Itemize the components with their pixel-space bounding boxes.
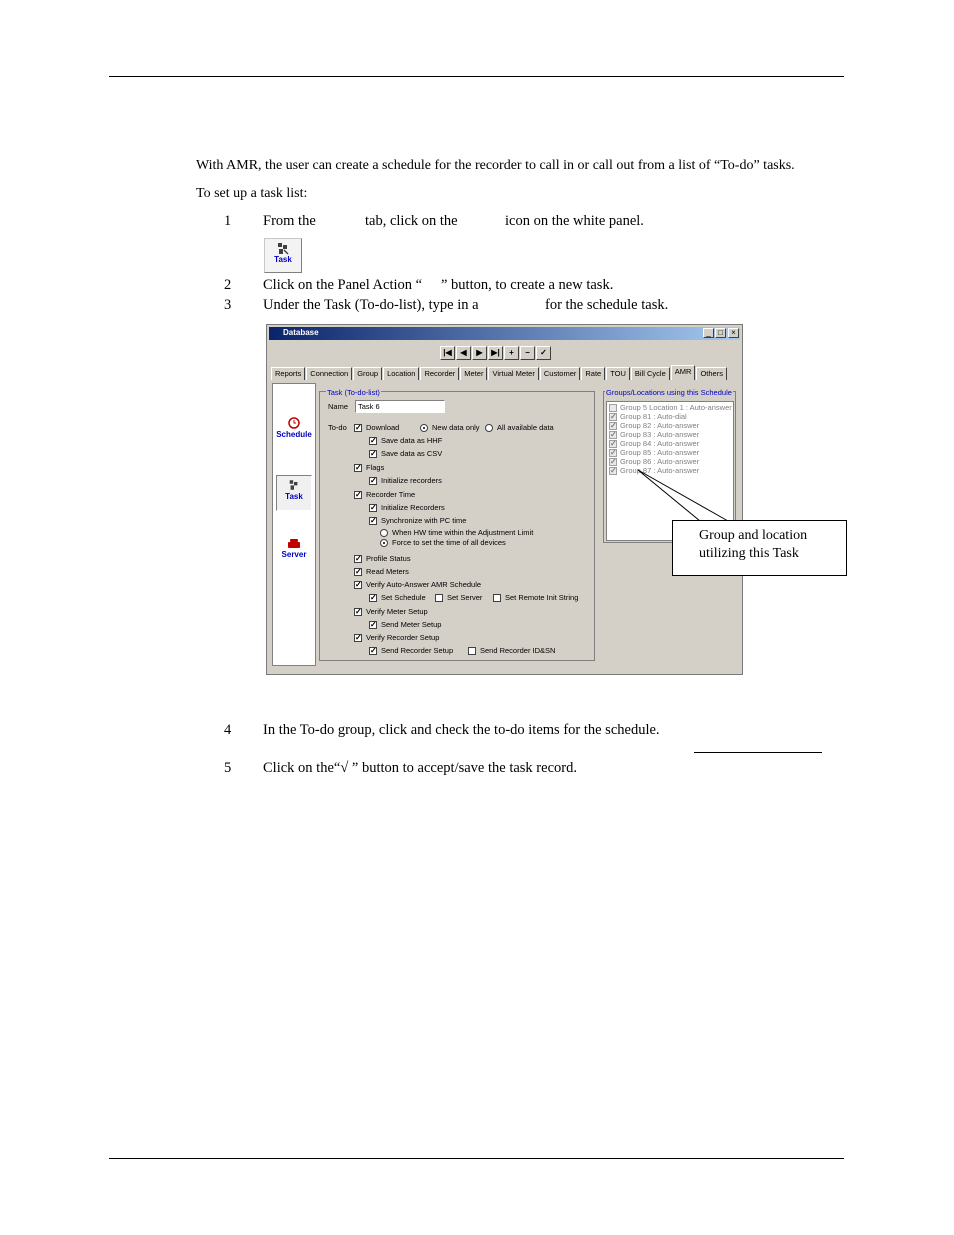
server-label: Server [281,550,307,559]
first-record-button[interactable]: |◀ [440,346,455,360]
step1-text-a: From the [263,213,316,229]
group-checkbox: ✓ [610,412,617,421]
verify-meter-label: Verify Meter Setup [366,607,428,616]
save-csv-checkbox[interactable]: ✓ [370,449,377,458]
window-title: Database [283,328,319,337]
task-label: Task [285,492,303,501]
sync-pc-checkbox[interactable]: ✓ [370,516,377,525]
force-set-label: Force to set the time of all devices [392,538,506,547]
group-checkbox: ✓ [610,448,617,457]
step4-text: In the To-do group, click and check the to-do items for the schedule. [263,722,660,738]
set-schedule-label: Set Schedule [381,593,426,602]
group-label: Group 83 : Auto-answer [620,430,700,439]
tab-tou[interactable]: TOU [606,367,630,380]
new-data-only-label: New data only [432,423,480,432]
step3-text-b: for the schedule task. [545,297,669,313]
close-button[interactable]: × [728,328,739,338]
add-record-button[interactable]: + [504,346,519,360]
verify-auto-checkbox[interactable]: ✓ [355,580,362,589]
tab-amr[interactable]: AMR [671,365,696,380]
name-input[interactable]: Task 6 [355,400,445,413]
send-meter-checkbox[interactable]: ✓ [370,620,377,629]
callout-box [672,520,847,576]
step1-text-b: tab, click on the [365,213,458,229]
verify-meter-checkbox[interactable]: ✓ [355,607,362,616]
callout-line-1: Group and location [699,528,808,543]
profile-status-label: Profile Status [366,554,411,563]
send-meter-label: Send Meter Setup [381,620,442,629]
tab-virtual-meter[interactable]: Virtual Meter [488,367,538,380]
group-label: Group 87 : Auto-answer [620,466,700,475]
group-label: Group 86 : Auto-answer [620,457,700,466]
maximize-button[interactable]: □ [715,328,726,338]
group-checkbox: ✓ [610,430,617,439]
step-number: 4 [224,722,232,738]
verify-auto-label: Verify Auto-Answer AMR Schedule [366,580,482,589]
tab-customer[interactable]: Customer [540,367,581,380]
group-label: Group 81 : Auto-dial [620,412,687,421]
prev-record-button[interactable]: ◀ [456,346,471,360]
next-record-button[interactable]: ▶ [472,346,487,360]
tab-rate[interactable]: Rate [581,367,605,380]
tab-recorder[interactable]: Recorder [420,367,459,380]
init-recorders-flag-label: Initialize recorders [381,476,442,485]
accept-record-button[interactable]: ✓ [536,346,551,360]
last-record-button[interactable]: ▶| [488,346,503,360]
tab-others[interactable]: Others [696,367,727,380]
group-checkbox: ✓ [610,457,617,466]
group-label: Group 82 : Auto-answer [620,421,700,430]
tab-meter[interactable]: Meter [460,367,487,380]
step1-text-c: icon on the white panel. [505,213,644,229]
verify-recorder-checkbox[interactable]: ✓ [355,633,362,642]
save-hhf-label: Save data as HHF [381,436,443,445]
step-number: 1 [224,213,232,229]
callout-line-2: utilizing this Task [699,546,799,561]
set-server-label: Set Server [447,593,483,602]
group-checkbox: ✓ [610,421,617,430]
init-recorders-time-label: Initialize Recorders [381,503,445,512]
read-meters-label: Read Meters [366,567,409,576]
send-recorder-id-label: Send Recorder ID&SN [480,646,556,655]
step5-text: Click on the“√ ” button to accept/save the task record. [263,760,577,776]
init-recorders-time-checkbox[interactable]: ✓ [370,503,377,512]
step2-text-b: ” button, to create a new task. [441,277,614,293]
tab-bill-cycle[interactable]: Bill Cycle [631,367,670,380]
delete-record-button[interactable]: − [520,346,535,360]
minimize-button[interactable]: _ [703,328,714,338]
tab-connection[interactable]: Connection [306,367,352,380]
step-number: 5 [224,760,232,776]
download-checkbox[interactable]: ✓ [355,423,362,432]
step2-text-a: Click on the Panel Action “ [263,277,423,293]
group-checkbox: ✓ [610,466,617,475]
underline-mark [694,752,822,753]
set-remote-label: Set Remote Init String [505,593,579,602]
save-hhf-checkbox[interactable]: ✓ [370,436,377,445]
recorder-time-label: Recorder Time [366,490,416,499]
sync-pc-label: Synchronize with PC time [381,516,467,525]
read-meters-checkbox[interactable]: ✓ [355,567,362,576]
group-label: Group 5 Location 1 : Auto-answer [620,403,732,412]
group-label: Group 85 : Auto-answer [620,448,700,457]
group-checkbox: ✓ [610,439,617,448]
tab-group[interactable]: Group [353,367,382,380]
schedule-label: Schedule [276,430,312,439]
profile-status-checkbox[interactable]: ✓ [355,554,362,563]
flags-label: Flags [366,463,385,472]
step-number: 2 [224,277,232,293]
group-label: Group 84 : Auto-answer [620,439,700,448]
name-label: Name [328,402,349,411]
save-csv-label: Save data as CSV [381,449,443,458]
task-icon-label: Task [274,255,292,264]
step-number: 3 [224,297,232,313]
recorder-time-checkbox[interactable]: ✓ [355,490,362,499]
flags-checkbox[interactable]: ✓ [355,463,362,472]
download-label: Download [366,423,400,432]
verify-recorder-label: Verify Recorder Setup [366,633,440,642]
init-recorders-flag-checkbox[interactable]: ✓ [370,476,377,485]
setup-heading: To set up a task list: [196,186,308,201]
todo-label: To-do [328,423,347,432]
set-schedule-checkbox[interactable]: ✓ [370,593,377,602]
tab-reports[interactable]: Reports [271,367,305,380]
intro-paragraph: With AMR, the user can create a schedule for the recorder to call in or call out from a list of “To-do” tasks. [196,158,795,173]
when-hw-label: When HW time within the Adjustment Limit [392,528,534,537]
task-group-title: Task (To-do-list) [327,388,380,397]
send-recorder-checkbox[interactable]: ✓ [370,646,377,655]
all-available-label: All available data [497,423,554,432]
tab-location[interactable]: Location [383,367,419,380]
step3-text-a: Under the Task (To-do-list), type in a [263,297,479,313]
send-recorder-label: Send Recorder Setup [381,646,454,655]
groups-title: Groups/Locations using this Schedule [606,388,732,397]
